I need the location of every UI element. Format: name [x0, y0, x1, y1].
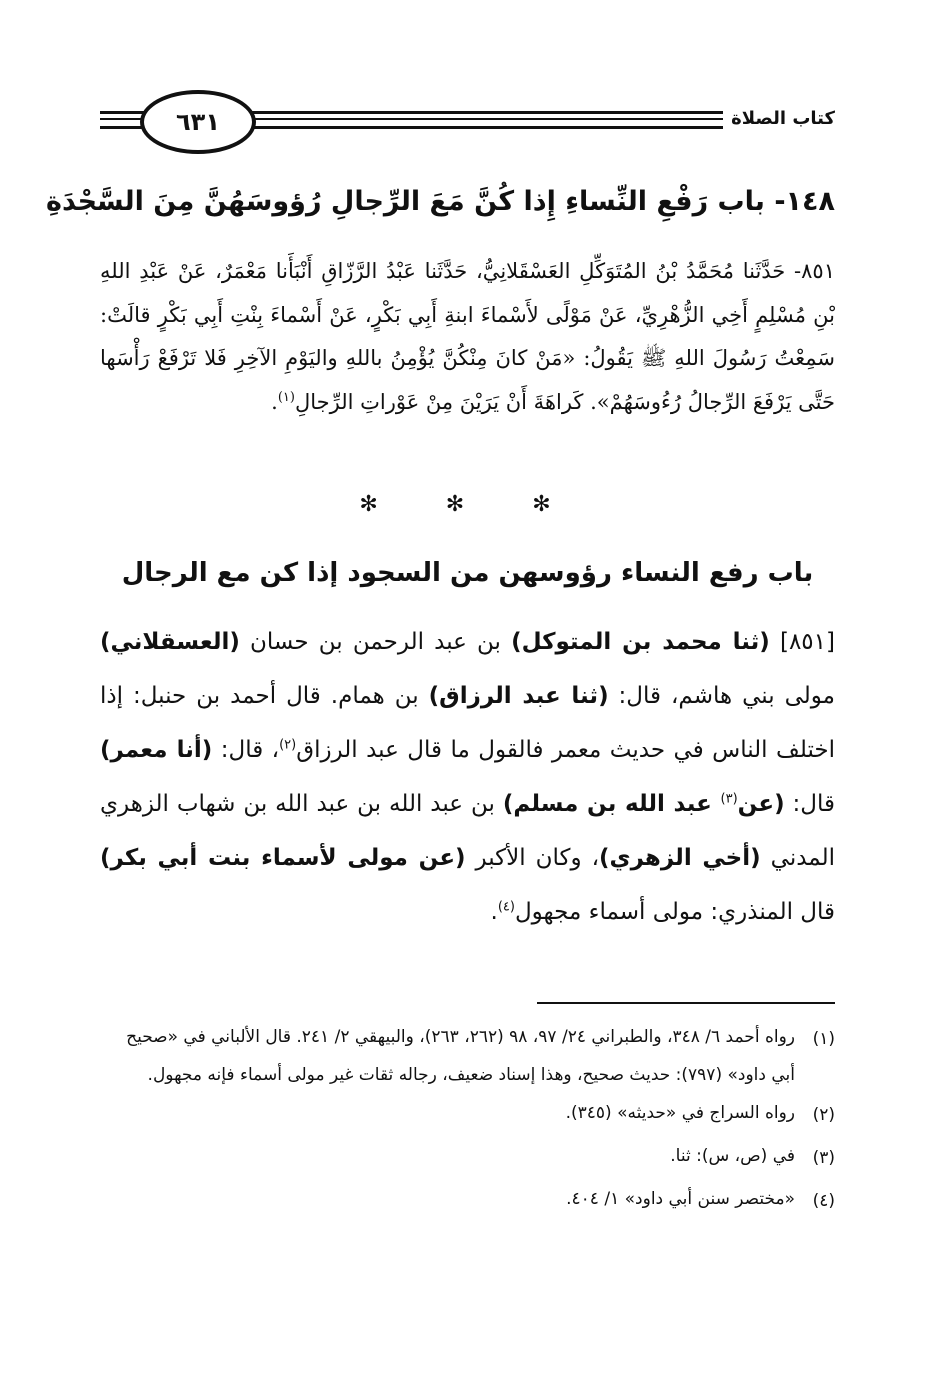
- commentary-number: [٨٥١]: [769, 629, 835, 655]
- footnote-number: (١): [812, 1029, 835, 1049]
- commentary-segment: قال المنذري: مولى أسماء مجهول: [514, 899, 835, 925]
- quoted-narrator: (عن مولى لأسماء بنت أبي بكر): [100, 845, 466, 871]
- page-header: [100, 90, 835, 150]
- footnote-number: (٢): [812, 1105, 835, 1125]
- quoted-narrator: (ثنا محمد بن المتوكل): [511, 629, 770, 655]
- footnote-text: رواه أحمد ٦/ ٣٤٨، والطبراني ٢٤/ ٩٧، ٩٨ (٢٦٢، ٢٦٣)، والبيهقي ٢/ ٢٤١. قال الألباني في «صحيح أبي داود» (٧٩٧): حديث صحيح، وهذا إسناد ضعيف، رجاله ثقات غير مولى أسماء فإنه مجهول.: [126, 1027, 795, 1085]
- footnote: [100, 1180, 835, 1223]
- footnote-number: (٣): [812, 1148, 835, 1168]
- quoted-narrator: عبد الله بن مسلم): [502, 791, 721, 817]
- hadith-text: [100, 250, 835, 424]
- hadith-body: ٨٥١- حَدَّثَنا مُحَمَّدُ بْنُ المُتَوَكِّلِ العَسْقَلانِيُّ، حَدَّثَنا عَبْدُ الرَّزّاقِ أَنْبَأَنا مَعْمَرٌ، عَنْ عَبْدِ اللهِ بْنِ مُسْلِمٍ أَخِي الزُّهْرِيِّ، عَنْ مَوْلًى لأَسْماءَ ابنةِ أَبِي بَكْرٍ، عَنْ أَسْماءَ بِنْتِ أَبِي بَكْرٍ قالَتْ: سَمِعْتُ رَسُولَ اللهِ ﷺ يَقُولُ: «مَنْ كانَ مِنْكُنَّ يُؤْمِنُ باللهِ واليَوْمِ الآخِرِ فَلا تَرْفَعْ رَأْسَها حَتَّى يَرْفَعَ الرِّجالُ رُءُوسَهُمْ». كَراهَةَ أَنْ يَرَيْنَ مِنْ عَوْراتِ الرِّجالِ: [100, 259, 835, 414]
- hadith-end: .: [271, 389, 278, 414]
- star-icon: ✻: [359, 492, 418, 517]
- footnote-number: (٤): [812, 1191, 835, 1211]
- page-number: ٦٣١: [140, 90, 256, 154]
- footnote-ref: (٢): [279, 737, 297, 753]
- quoted-narrator: (ثنا عبد الرزاق): [428, 683, 609, 709]
- quoted-narrator: (أخي الزهري): [599, 845, 761, 871]
- footnote-text: رواه السراج في «حديثه» (٣٤٥).: [565, 1103, 795, 1123]
- chapter-title: ١٤٨- باب رَفْعِ النِّساءِ إِذا كُنَّ مَعَ الرِّجالِ رُؤوسَهُنَّ مِنَ السَّجْدَةِ: [46, 186, 835, 217]
- footnote: [100, 1018, 835, 1094]
- footnote-divider: [537, 1002, 835, 1004]
- commentary-segment: بن همام. قال أحمد بن حنبل: إذا اختلف الناس في حديث معمر فالقول ما قال عبد الرزاق: [100, 683, 835, 763]
- commentary-segment: بن عبد الرحمن بن حسان: [239, 629, 512, 655]
- footnotes: [100, 1018, 835, 1223]
- quoted-narrator: (عن: [737, 791, 785, 817]
- footnote-ref: (٣): [720, 791, 738, 807]
- commentary-segment: بن عبد الله بن عبد الله بن شهاب الزهري المدني: [100, 791, 835, 871]
- book-title: كتاب الصلاة: [723, 104, 835, 134]
- commentary-segment: ، وكان الأكبر: [465, 845, 600, 871]
- star-icon: ✻: [532, 492, 591, 517]
- footnote-text: «مختصر سنن أبي داود» ١/ ٤٠٤.: [566, 1189, 795, 1209]
- commentary-segment: ، قال:: [212, 737, 280, 763]
- section-title: باب رفع النساء رؤوسهن من السجود إذا كن مع الرجال: [121, 558, 814, 588]
- quoted-narrator: (العسقلاني): [100, 629, 240, 655]
- footnote-ref: (٤): [497, 899, 515, 915]
- footnote-ref: (١): [277, 389, 295, 405]
- footnote-text: في (ص، س): ثنا.: [670, 1146, 795, 1166]
- commentary-text: [100, 615, 835, 939]
- quoted-narrator: (أنا معمر): [100, 737, 213, 763]
- commentary-segment: مولى بني هاشم، قال:: [608, 683, 835, 709]
- commentary-segment: .: [490, 899, 498, 925]
- commentary-segment: قال:: [784, 791, 835, 817]
- footnote: [100, 1137, 835, 1180]
- star-icon: ✻: [445, 492, 505, 517]
- footnote: [100, 1094, 835, 1137]
- section-separator: [0, 492, 950, 517]
